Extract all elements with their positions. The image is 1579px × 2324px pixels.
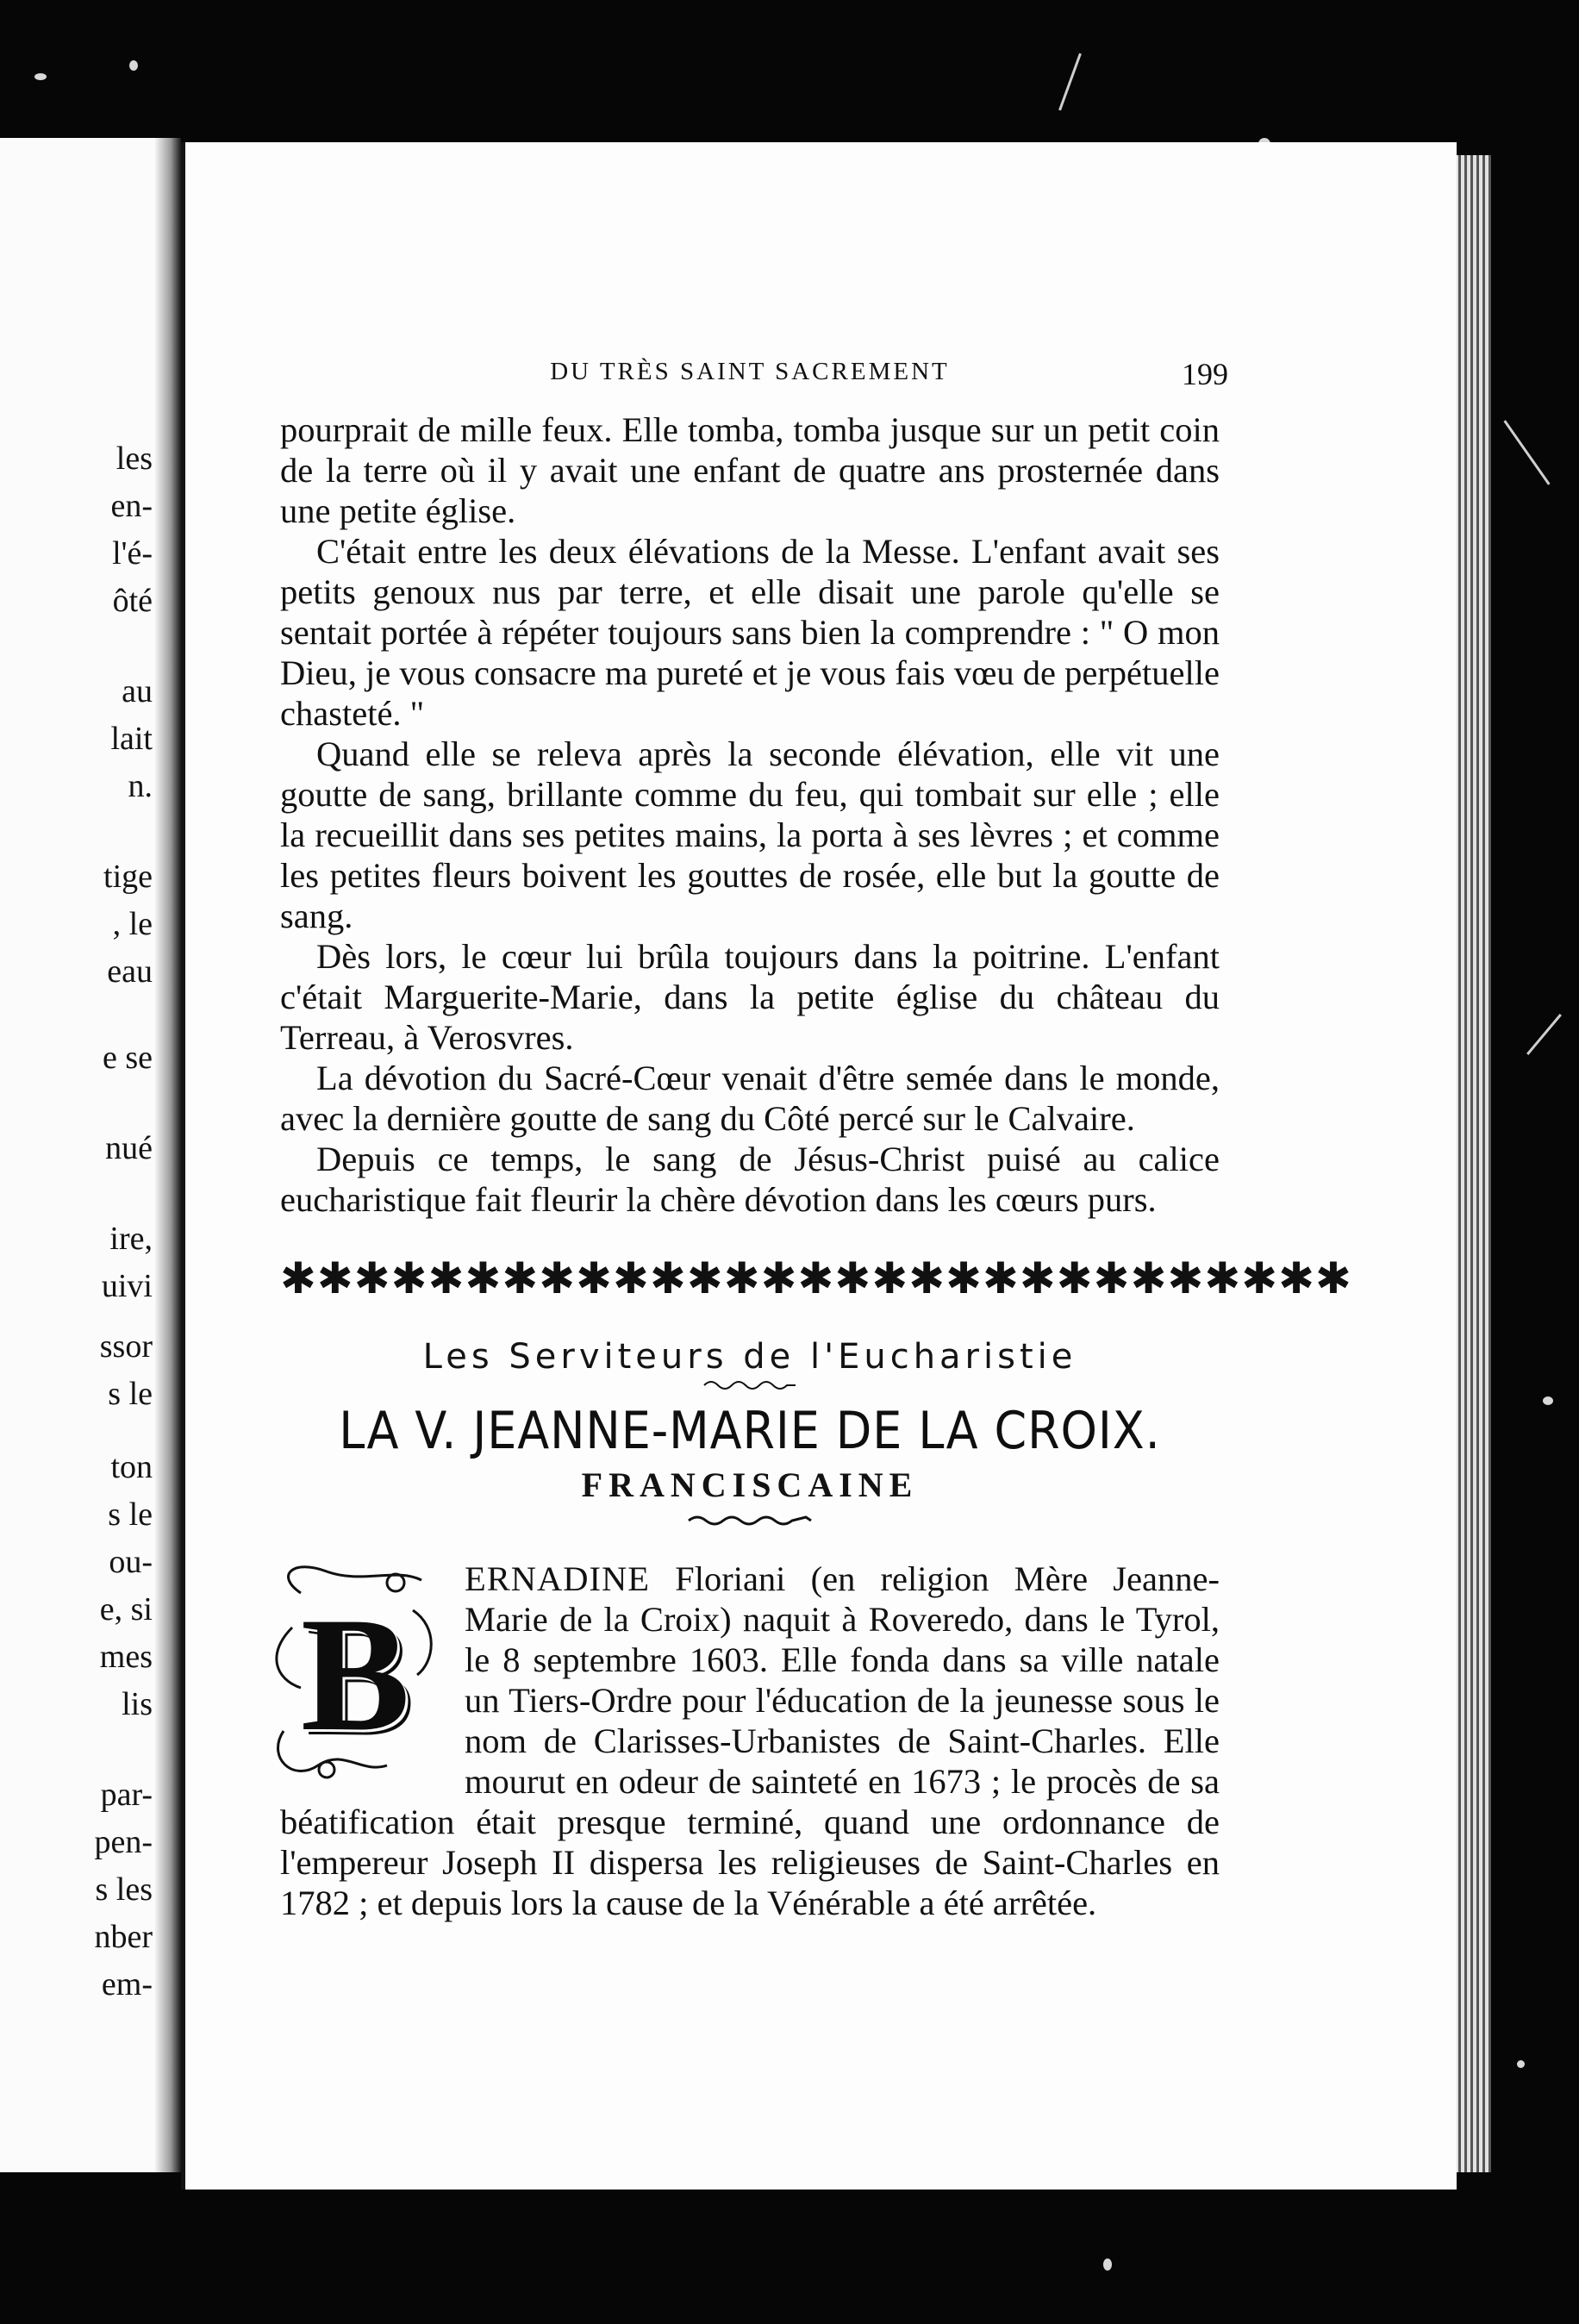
dust-speck <box>34 73 47 80</box>
left-page-fragment: , le <box>112 906 153 942</box>
body-text <box>280 409 1220 1220</box>
left-page-fragment: nué <box>105 1130 153 1166</box>
left-page-fragment: nber <box>94 1919 153 1955</box>
left-page-fragment: tige <box>103 859 153 895</box>
left-page-fragment: les <box>115 440 153 477</box>
dust-speck <box>1103 2258 1112 2271</box>
left-page-fragment: ire, <box>109 1221 153 1257</box>
left-page-fragment: em- <box>101 1966 153 2002</box>
article-subtitle: FRANCISCAINE <box>581 1465 919 1504</box>
left-page-fragment: en- <box>110 488 153 524</box>
left-page-fragment: uivi <box>101 1268 153 1304</box>
right-page <box>181 142 1457 2190</box>
left-page-fragment: e se <box>102 1040 153 1076</box>
dust-speck <box>1517 2060 1525 2068</box>
left-page-fragment: ton <box>110 1449 153 1485</box>
running-head <box>280 357 1228 409</box>
dust-speck <box>129 60 138 71</box>
left-page-fragment: pen- <box>94 1824 153 1860</box>
scratch <box>1503 420 1550 484</box>
paragraph: Quand elle se releva après la seconde élévation, elle vit une goutte de sang, brillante comme du feu, qui tombait sur elle ; elle la recueillit dans ses petites mains, la porta à ses lèvres ; et comme les petites fleurs boivent les gouttes de rosée, elle but la goutte de sang. <box>280 734 1220 935</box>
left-page-fragment: ssor <box>99 1328 153 1365</box>
left-page-edge <box>0 138 177 2172</box>
flourish-ornament <box>685 1512 814 1527</box>
scratch <box>1526 1014 1562 1055</box>
left-page-fragment: ôté <box>112 583 153 619</box>
article-text: Floriani (en religion Mère Jeanne-Marie de la Croix) naquit à Roveredo, dans le Tyrol, le 8 septembre 1603. Elle fonda dans sa ville natale un Tiers-Ordre pour l'éducation de la jeunesse sous le nom de Clarisses-Urbanistes de Saint-Charles. Elle mourut en odeur de sainteté en 1673 ; le procès de sa béatification était presque terminé, quand une ordonnance de l'empereur Joseph II dispersa les religieuses de Saint-Charles en 1782 ; et depuis lors la cause de la Vénérable a été arrêtée. <box>280 1559 1220 1922</box>
paragraph: La dévotion du Sacré-Cœur venait d'être semée dans le monde, avec la dernière goutte de sang du Côté percé sur le Calvaire. <box>280 1059 1220 1138</box>
drop-cap-letter: B <box>301 1584 410 1765</box>
left-page-fragment: s les <box>95 1871 153 1908</box>
paragraph: Dès lors, le cœur lui brûla toujours dans la poitrine. L'enfant c'était Marguerite-Marie, dans la petite église du château du Terreau, à Verosvres. <box>280 937 1220 1057</box>
paragraph: pourprait de mille feux. Elle tomba, tomba jusque sur un petit coin de la terre où il y avait une enfant de quatre ans prosternée dans une petite église. <box>280 410 1220 530</box>
left-page-fragment: au <box>122 673 153 709</box>
article-title: LA V. JEANNE-MARIE DE LA CROIX. <box>339 1401 1161 1461</box>
left-page-fragment: e, si <box>99 1591 153 1627</box>
paragraph: Depuis ce temps, le sang de Jésus-Christ puisé au calice eucharistique fait fleurir la chère dévotion dans les cœurs purs. <box>280 1140 1220 1219</box>
left-page-fragment: s le <box>108 1496 153 1533</box>
left-page-fragment: par- <box>100 1777 153 1813</box>
illuminated-drop-cap <box>266 1559 446 1791</box>
page-number: 199 <box>1182 357 1228 391</box>
lead-word: ERNADINE <box>465 1559 650 1598</box>
gutter-shadow <box>155 138 181 2172</box>
left-page-fragment: eau <box>107 953 153 990</box>
article-body <box>280 1559 1220 1923</box>
page-content <box>280 357 1352 1923</box>
left-page-fragment: s le <box>108 1376 153 1412</box>
left-page-fragment: n. <box>128 768 153 804</box>
left-page-fragment: lis <box>122 1686 153 1722</box>
ornamental-divider: ✱✱✱✱✱✱✱✱✱✱✱✱✱✱✱✱✱✱✱✱✱✱✱✱✱✱✱✱✱ <box>280 1254 1352 1303</box>
left-page-fragment: l'é- <box>112 535 153 572</box>
left-page-fragment: lait <box>110 721 153 757</box>
running-title: DU TRÈS SAINT SACREMENT <box>550 358 950 385</box>
dust-speck <box>1543 1396 1553 1405</box>
series-title: Les Serviteurs de l'Eucharistie <box>422 1337 1077 1377</box>
scratch <box>1058 53 1082 111</box>
flourish-ornament <box>702 1378 797 1392</box>
left-page-fragment: mes <box>99 1639 153 1675</box>
left-page-fragment: ou- <box>109 1544 153 1580</box>
paragraph: C'était entre les deux élévations de la Messe. L'enfant avait ses petits genoux nus par terre, et elle disait une parole qu'elle se sentait portée à répéter toujours sans bien la comprendre : " O mon Dieu, je vous consacre ma pureté et je vous fais vœu de perpétuelle chasteté. " <box>280 532 1220 733</box>
